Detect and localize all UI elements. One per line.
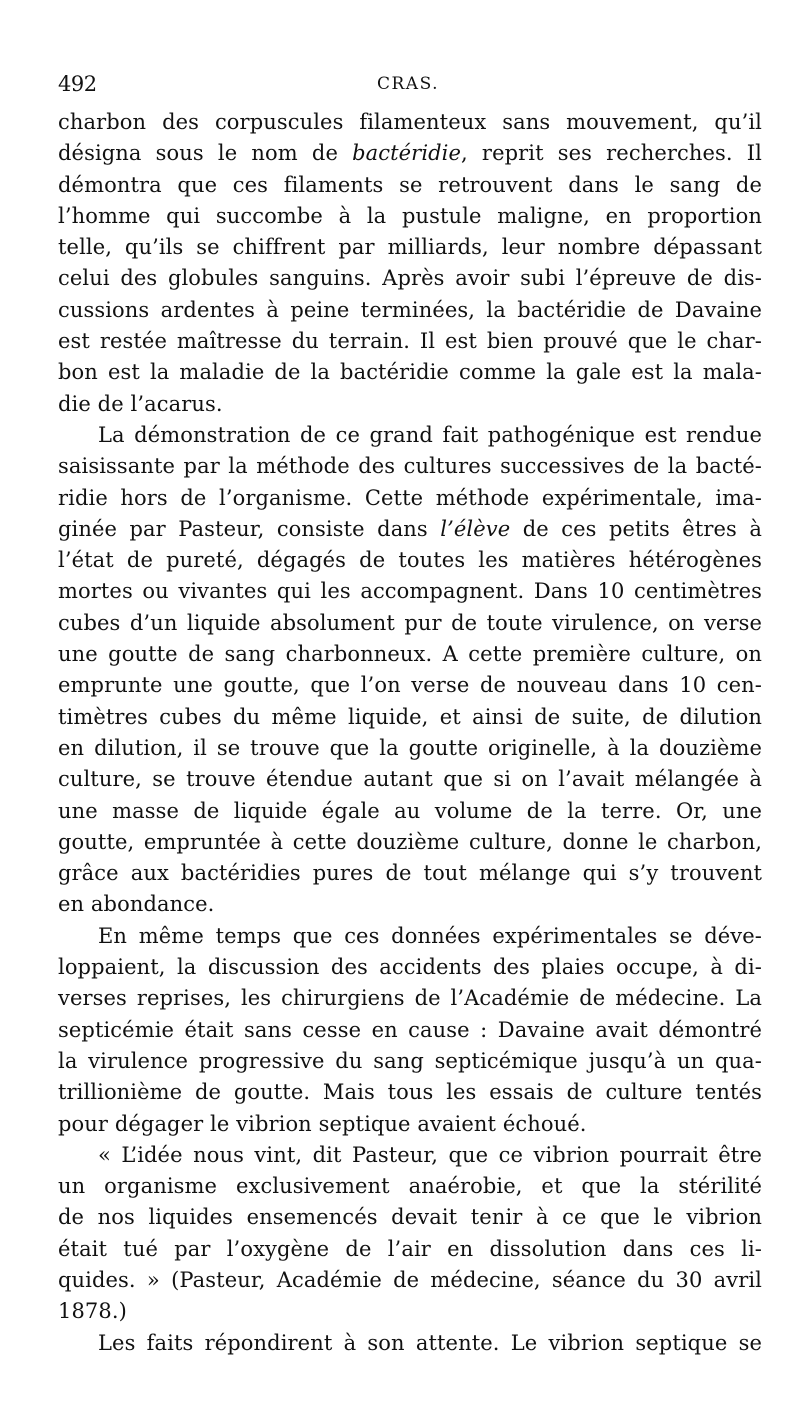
text-line: La démonstration de ce grand fait pathogénique est rendue: [98, 422, 762, 447]
text-line: saisissante par la méthode des cultures successives de la bacté-: [58, 454, 762, 479]
text-line: l’état de pureté, dégagés de toutes les matières hétérogènes: [58, 548, 762, 573]
text-line: ridie hors de l’organisme. Cette méthode expérimentale, ima-: [58, 485, 762, 510]
text-line: Les faits répondirent à son attente. Le vibrion septique se: [98, 1330, 762, 1355]
italic-term: bactéridie: [352, 141, 462, 166]
running-head: [58, 72, 758, 100]
body-text: [58, 107, 762, 1359]
running-title: CRAS.: [376, 74, 440, 94]
text-line: désigna sous le nom de bactéridie, reprit ses recherches. Il: [58, 141, 762, 166]
text-line: trillionième de goutte. Mais tous les essais de culture tentés: [58, 1080, 762, 1105]
text-line: septicémie était sans cesse en cause : Davaine avait démontré: [58, 1017, 762, 1042]
italic-term: l’élève: [440, 516, 511, 541]
paragraph-1: [58, 107, 762, 420]
text-line: est restée maîtresse du terrain. Il est bien prouvé que le char-: [58, 329, 762, 354]
text-line: une goutte de sang charbonneux. A cette première culture, on: [58, 642, 762, 667]
paragraph-5: [58, 1328, 762, 1359]
text-line: En même temps que ces données expérimentales se déve-: [98, 923, 762, 948]
text-line: charbon des corpuscules filamenteux sans mouvement, qu’il: [58, 110, 762, 134]
text-line: pour dégager le vibrion septique avaient échoué.: [58, 1111, 587, 1136]
page-number: 492: [58, 72, 97, 96]
text-line: en dilution, il se trouve que la goutte originelle, à la douzième: [58, 735, 762, 760]
paragraph-2: [58, 420, 762, 921]
text-line: démontra que ces filaments se retrouvent dans le sang de: [58, 172, 762, 197]
text-line: goutte, empruntée à cette douzième culture, donne le charbon,: [58, 829, 762, 854]
text-line: verses reprises, les chirurgiens de l’Académie de médecine. La: [58, 986, 762, 1011]
paragraph-4: [58, 1140, 762, 1328]
text-line: culture, se trouve étendue autant que si on l’avait mélangée à: [58, 767, 762, 792]
text-line: en abondance.: [58, 892, 215, 917]
text-line: ginée par Pasteur, consiste dans l’élève de ces petits êtres à: [58, 516, 762, 541]
text-line: quides. » (Pasteur, Académie de médecine, séance du 30 avril: [58, 1267, 762, 1292]
text-line: un organisme exclusivement anaérobie, et que la stérilité: [58, 1174, 762, 1199]
text-line: de nos liquides ensemencés devait tenir à ce que le vibrion: [58, 1205, 762, 1230]
text-line: mortes ou vivantes qui les accompagnent. Dans 10 centimètres: [58, 579, 762, 604]
text-line: l’homme qui succombe à la pustule maligne, en proportion: [58, 203, 762, 228]
text-line: grâce aux bactéridies pures de tout mélange qui s’y trouvent: [58, 861, 762, 886]
text-line: telle, qu’ils se chiffrent par milliards, leur nombre dépassant: [58, 235, 762, 260]
text-line: bon est la maladie de la bactéridie comme la gale est la mala-: [58, 360, 762, 385]
text-line: une masse de liquide égale au volume de la terre. Or, une: [58, 798, 762, 823]
text-line: timètres cubes du même liquide, et ainsi de suite, de dilution: [58, 704, 762, 729]
paragraph-3: [58, 921, 762, 1140]
text-line: la virulence progressive du sang septicémique jusqu’à un qua-: [58, 1048, 762, 1073]
text-line: loppaient, la discussion des accidents des plaies occupe, à di-: [58, 955, 762, 980]
text-line: celui des globules sanguins. Après avoir subi l’épreuve de dis-: [58, 266, 762, 291]
text-line: « L’idée nous vint, dit Pasteur, que ce vibrion pourrait être: [98, 1142, 762, 1167]
text-line: était tué par l’oxygène de l’air en dissolution dans ces li-: [58, 1236, 762, 1261]
text-line: emprunte une goutte, que l’on verse de nouveau dans 10 cen-: [58, 673, 762, 698]
text-line: cussions ardentes à peine terminées, la bactéridie de Davaine: [58, 297, 762, 322]
text-line: cubes d’un liquide absolument pur de toute virulence, on verse: [58, 610, 762, 635]
text-line: 1878.): [58, 1299, 127, 1324]
text-line: die de l’acarus.: [58, 391, 223, 416]
